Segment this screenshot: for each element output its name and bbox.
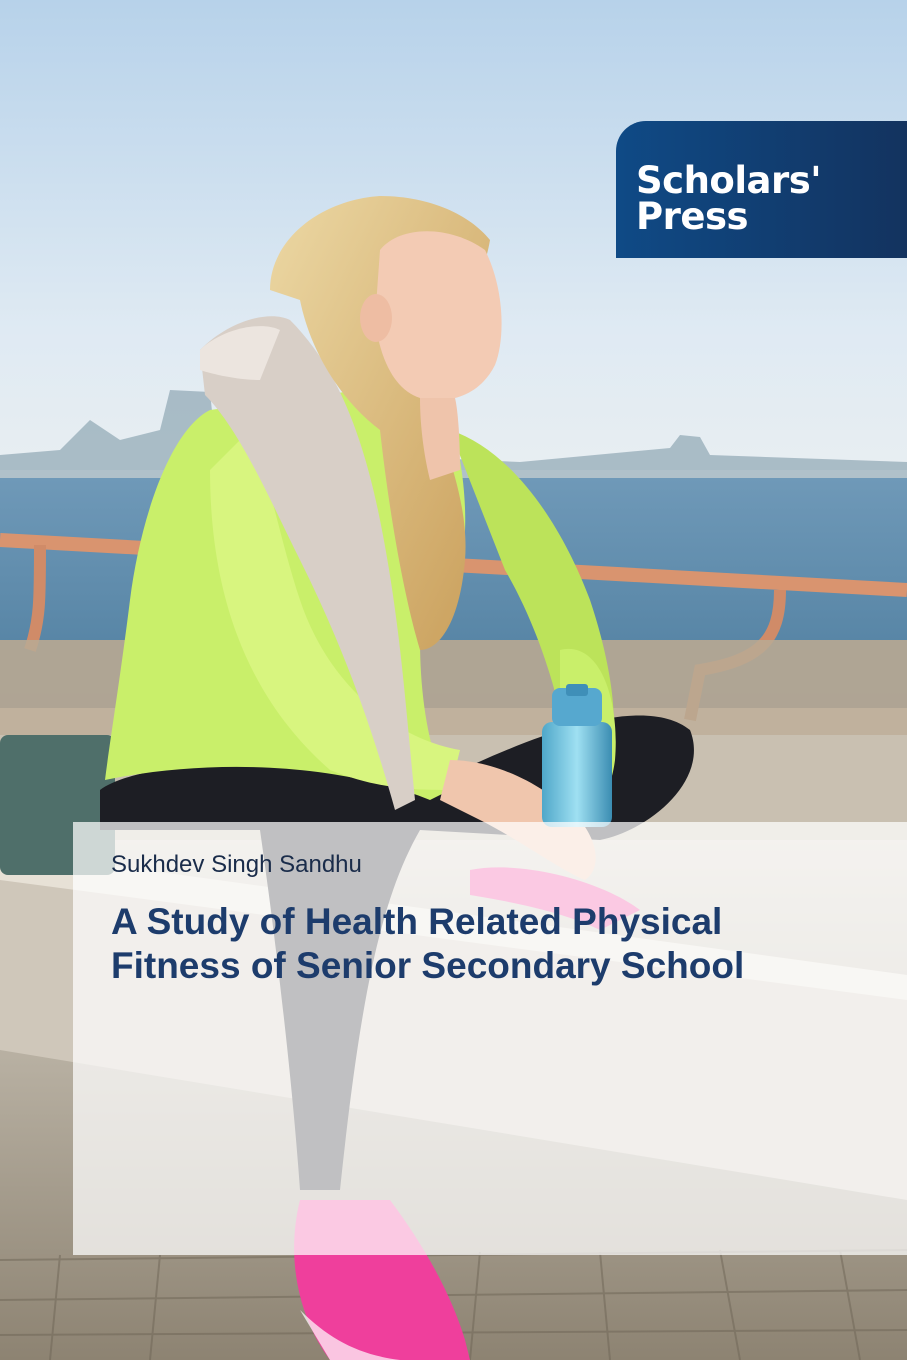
title-panel <box>73 822 907 1255</box>
book-title: A Study of Health Related Physical Fitness of Senior Secondary School <box>111 901 745 986</box>
publisher-logo <box>616 121 907 258</box>
author-name: Sukhdev Singh Sandhu <box>111 851 362 878</box>
publisher-name-line1: Scholars' <box>636 159 822 202</box>
publisher-name-line2: Press <box>636 195 749 238</box>
